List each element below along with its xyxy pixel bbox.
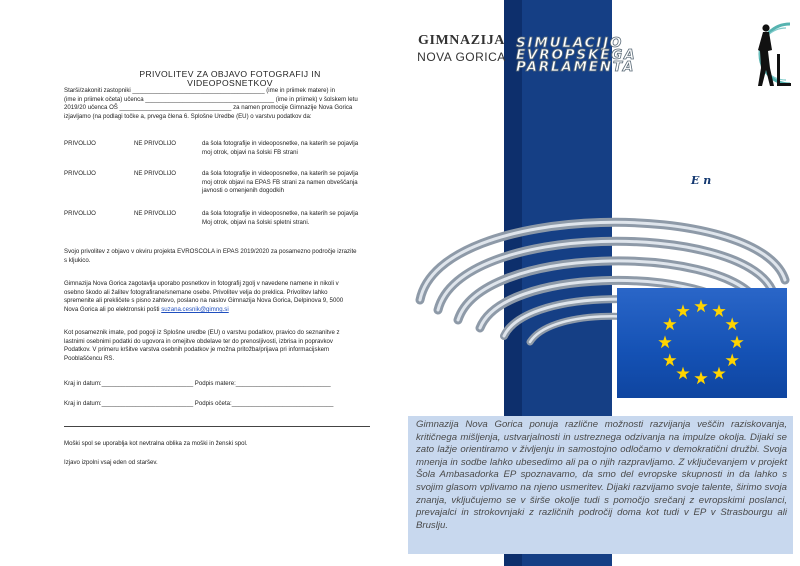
consent-no-option[interactable]: NE PRIVOLIJO [134, 170, 176, 177]
silhouette-logo-icon [728, 18, 800, 90]
promo-text: Gimnazija Nova Gorica ponuja različne možnosti razvijanja veščin raziskovanja, kritičnega mišljenja, ustvarjalnosti in ustreznega odzivanja na impulze okolja. Dijaki se zato lažje orientiramo v življenju in samostojno odločamo v demokratični družbi. Svoja mnenja in sodbe lahko ubesedimo ali pa o njih razpravljamo. Z vključevanjem v projekt Šola Ambasadorka EP spoznavamo, da smo del evropske skupnosti in da lahko s svojim glasom vplivamo na njeno usmeritev. Dijaki razvijamo svoje talente, širimo svoja znanja, vključujemo se v širše okolje tudi s pomočjo srečanj z evropskimi poslanci, prevajalci in strokovnjaki z različnih področij doma kot tudi v EP v Strasbourgu ali Bruslju. [408, 416, 793, 554]
eu-flag-stars [617, 288, 787, 398]
consent-form [64, 0, 394, 566]
description-line: javnosti o omenjenih dogodkih [202, 187, 284, 195]
description-line: moj otrok objavi na EPAS FB strani za namen obveščanja [202, 178, 358, 186]
school-logo-text [414, 33, 509, 64]
divider [64, 426, 370, 427]
guarantee-paragraph [64, 280, 394, 314]
paragraph-line: Gimnazija Nova Gorica zagotavlja uporabo posnetkov in fotografij zgolj v navedene namene in nikoli v [64, 280, 339, 287]
consent-no-option[interactable]: NE PRIVOLIJO [134, 140, 176, 147]
email-link[interactable]: suzana.cesnik@gimng.si [161, 305, 229, 313]
paragraph-line: Podatkov. V primeru kršitve varstva osebnih podatkov je možna pritožba/prijava pri informacijskem [64, 346, 330, 354]
description-line: da šola fotografije in videoposnetke, na katerih se pojavlja [202, 210, 359, 217]
paragraph-line [64, 306, 394, 315]
description-line: Moj otrok, objavi na šolski spletni strani. [202, 218, 310, 226]
form-title: PRIVOLITEV ZA OBJAVO FOTOGRAFIJ IN VIDEOPOSNETKOV [139, 69, 321, 88]
paragraph-line: osebno škodo ali žalitev fotografirane/snemane osebe. Privolitev velja do preklica. Privolitev lahko [64, 288, 328, 296]
paragraph-line: spremenite ali prekličete s pisno zahtevo, poslano na naslov Gimnazija Nova Gorica, Delpinova 9, 5000 [64, 297, 344, 305]
intro-line: (ime in priimek očeta) učenca ______________________________________ (ime in priimek) v šolskem letu [64, 95, 358, 103]
simulation-title [516, 37, 712, 73]
intro-line: izjavljamo (na podlagi točke a, prvega člena 6. Splošne Uredbe (EU) o varstvu podatkov da: [64, 112, 312, 120]
description-line: da šola fotografije in videoposnetke, na katerih se pojavlja [202, 170, 359, 177]
form-intro [64, 87, 394, 121]
intro-line: Starši/zakoniti zastopniki _______________________________________ (ime in priimek matere) in [64, 87, 336, 94]
consent-yes-option[interactable]: PRIVOLIJO [64, 170, 96, 177]
father-signature-line[interactable]: Kraj in datum:___________________________ Podpis očeta:______________________________ [64, 400, 334, 407]
intro-line: 2019/20 učenca OŠ _________________________________ za namen promocije Gimnazije Nova Gorica [64, 104, 353, 112]
validity-paragraph [64, 248, 394, 265]
simulation-title-line: SIMULACIJO [516, 35, 624, 51]
consent-option-description [202, 170, 392, 196]
consent-option-description [202, 140, 392, 157]
paragraph-line: Kot posameznik imate, pod pogoji iz Splošne uredbe (EU) o varstvu podatkov, pravico do seznanitve z [64, 329, 340, 336]
paragraph-line: lastnimi osebnimi podatki do ugovora in omejitve obdelave ter do prenosljivosti, izbrisa in popravkov [64, 337, 333, 345]
paragraph-line: Pooblaščencu RS. [64, 354, 115, 362]
paragraph-text: Nova Gorica ali po elektronski pošti [64, 305, 162, 313]
eu-flag-icon [617, 288, 787, 398]
school-city: NOVA GORICA [417, 50, 506, 64]
consent-yes-option[interactable]: PRIVOLIJO [64, 140, 96, 147]
poster [400, 0, 800, 566]
parent-note: Izjavo izpolni vsaj eden od staršev. [64, 459, 158, 466]
gender-note: Moški spol se uporablja kot nevtralna oblika za moški in ženski spol. [64, 440, 248, 447]
consent-option-description [202, 210, 392, 227]
simulation-title-line: PARLAMENTA [516, 59, 636, 75]
consent-no-option[interactable]: NE PRIVOLIJO [134, 210, 176, 217]
logo-text-fragment: E n [691, 174, 712, 187]
paragraph-line: Svojo privolitev z objavo v okviru projekta EVROSCOLA in EPAS 2019/2020 za posamezno področje izrazite [64, 248, 357, 255]
description-line: da šola fotografije in videoposnetke, na katerih se pojavlja [202, 140, 359, 147]
consent-yes-option[interactable]: PRIVOLIJO [64, 210, 96, 217]
simulation-title-line: EVROPSKEGA [516, 47, 637, 63]
mother-signature-line[interactable]: Kraj in datum:___________________________ Podpis matere:____________________________ [64, 380, 331, 387]
paragraph-line: s kljukico. [64, 256, 91, 264]
rights-paragraph [64, 329, 394, 363]
description-line: moj otrok, objavi na šolski FB strani [202, 148, 298, 156]
school-name: GIMNAZIJA [417, 33, 506, 48]
